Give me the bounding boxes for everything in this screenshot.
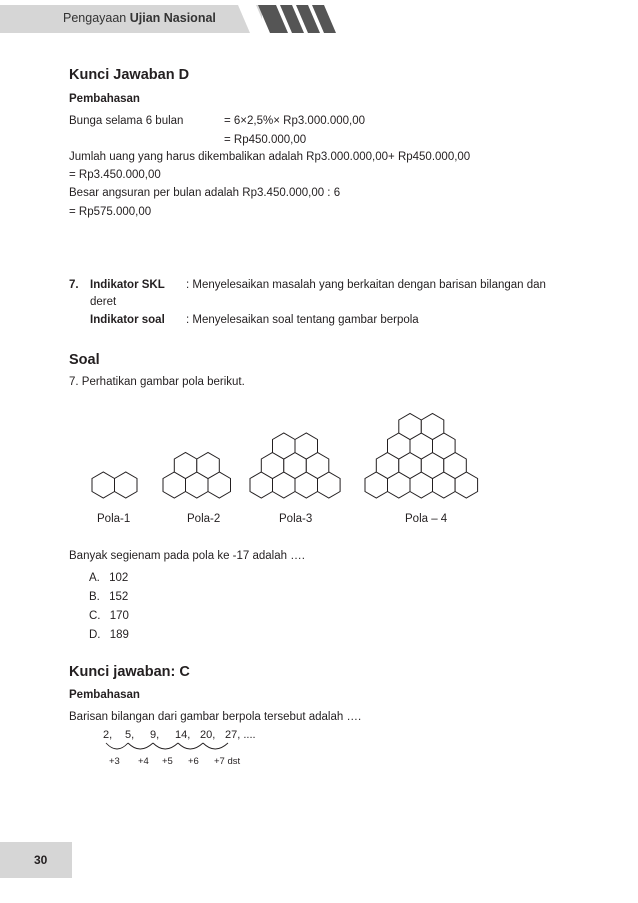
answer-heading: Kunci jawaban: C: [69, 664, 190, 680]
seq-diff-5: +7 dst: [214, 756, 241, 767]
answer-prev-heading: Kunci Jawaban D: [69, 67, 190, 83]
option-b-letter: B.: [89, 591, 100, 603]
seq-arc-2: [128, 743, 153, 749]
option-b[interactable]: [89, 591, 128, 603]
indikator-skl-text: : Menyelesaikan masalah yang berkaitan dengan barisan bilangan dan: [186, 279, 546, 291]
seq-arc-1: [106, 743, 128, 749]
indikator-skl-text-cont: deret: [90, 296, 117, 308]
option-c[interactable]: [89, 610, 129, 622]
seq-term-1: 2,: [103, 729, 113, 741]
seq-term-2: 5,: [125, 729, 135, 741]
hexagon-patterns-figure: [0, 400, 638, 530]
pattern-label-1: Pola-1: [97, 513, 131, 525]
seq-diff-4: +6: [188, 756, 199, 767]
soal-heading: Soal: [69, 352, 100, 368]
answer-prev-sub: Pembahasan: [69, 93, 140, 105]
answer-prev-line3: Jumlah uang yang harus dikembalikan adalah Rp3.000.000,00+ Rp450.000,00: [69, 151, 471, 163]
option-d[interactable]: [89, 629, 129, 641]
pattern-label-2: Pola-2: [187, 513, 221, 525]
page-number: 30: [34, 853, 48, 867]
answer-prev-line4: = Rp3.450.000,00: [69, 169, 161, 181]
question-prompt: 7. Perhatikan gambar pola berikut.: [69, 376, 245, 388]
answer-text: Barisan bilangan dari gambar berpola tersebut adalah ….: [69, 711, 362, 723]
indikator-skl-label: Indikator SKL: [90, 279, 165, 291]
answer-prev-line1-value: = 6×2,5%× Rp3.000.000,00: [224, 115, 365, 127]
answer-prev-line2-value: = Rp450.000,00: [224, 134, 307, 146]
answer-prev-line6: = Rp575.000,00: [69, 206, 152, 218]
option-d-value: 189: [109, 629, 129, 641]
option-c-letter: C.: [89, 610, 101, 622]
option-a-value: 102: [109, 572, 129, 584]
answer-sub: Pembahasan: [69, 689, 140, 701]
seq-arc-4: [178, 743, 203, 749]
seq-arc-5: [203, 743, 228, 749]
seq-diff-2: +4: [138, 756, 149, 767]
hexagon-group: [92, 414, 478, 499]
header-title: Pengayaan Ujian Nasional: [63, 11, 216, 25]
option-a-letter: A.: [89, 572, 100, 584]
pattern-label-3: Pola-3: [279, 513, 313, 525]
sequence-diagram: [90, 725, 280, 770]
seq-term-3: 9,: [150, 729, 160, 741]
seq-term-4: 14,: [175, 729, 191, 741]
option-b-value: 152: [109, 591, 129, 603]
seq-term-6: 27, ....: [225, 729, 256, 741]
question-ask: Banyak segienam pada pola ke -17 adalah ….: [69, 550, 305, 562]
option-a[interactable]: [89, 572, 128, 584]
seq-diff-3: +5: [162, 756, 173, 767]
hexagon-pattern-1: [92, 472, 115, 498]
item-number: 7.: [69, 279, 79, 291]
seq-arc-3: [153, 743, 178, 749]
indikator-soal-text: : Menyelesaikan soal tentang gambar berpola: [186, 314, 419, 326]
answer-prev-line5: Besar angsuran per bulan adalah Rp3.450.000,00 : 6: [69, 187, 341, 199]
indikator-soal-label: Indikator soal: [90, 314, 165, 326]
header-stripes-decoration: [238, 5, 338, 33]
seq-diff-1: +3: [109, 756, 120, 767]
option-d-letter: D.: [89, 629, 101, 641]
hexagon-pattern-1: [115, 472, 138, 498]
pattern-label-4: Pola – 4: [405, 513, 448, 525]
seq-term-5: 20,: [200, 729, 216, 741]
answer-prev-line1-label: Bunga selama 6 bulan: [69, 115, 184, 127]
option-c-value: 170: [109, 610, 129, 622]
